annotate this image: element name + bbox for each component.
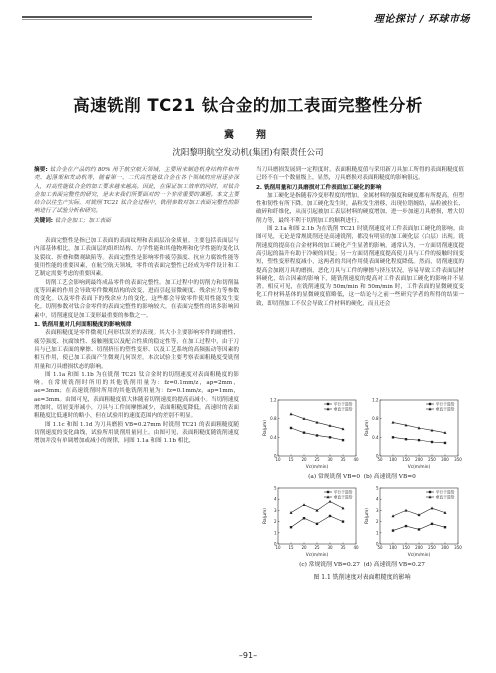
x-tick-label: 150	[402, 457, 410, 462]
x-tick-label: 15	[288, 457, 294, 462]
keywords-label: 关键词:	[34, 217, 54, 224]
y-tick-label: 0.4	[270, 434, 277, 440]
data-point-square	[444, 526, 446, 528]
x-tick-label: 40	[353, 457, 359, 462]
y-tick-label: 4	[375, 496, 379, 502]
body-paragraph: 当刀具磨损发展到一定程度时，表面粗糙度值与采用新刀具加工所得的表面粗糙度值已经不在一个数量级上，显然，刀具磨损对表面粗糙度的影响很远。	[256, 167, 464, 182]
data-point-square	[329, 436, 331, 438]
legend-label: 平行于进给	[333, 401, 353, 407]
caption-d: (d) 高速铣削 VB=0.27	[363, 562, 425, 568]
left-column	[34, 166, 239, 446]
data-point-square	[431, 523, 433, 525]
section-heading: 2. 铣削用量和刀具磨损对工件表面加工硬化的影响	[256, 184, 382, 191]
chart-d	[364, 484, 462, 558]
y-tick-label: 0	[375, 453, 379, 459]
caption-row-top	[262, 471, 462, 480]
x-tick-label: 250	[428, 457, 436, 462]
data-point-square	[444, 442, 446, 444]
body-paragraph: 图 2.1a 和图 2.1b 为在铣削 TC21 时铣削速度对工件表面加工硬化的影响。由图可见，无论是常规铣削还是高速铣削，都没有明显的加工硬化层（白层）出现。铣削速度的提高在合金材料的加工硬化产生显著的影响。通常认为，一方面切削速度提高引起的温升有助于冷硬的回复；另一方面切削速度提高使刀具与工件的接触时间变短，塑性变形程度减小，这两者的共同作用使表面硬化程度降低。然而，切削速度的提高会加剧刀具的磨损，恶化刀具与工件的摩擦与挤压状况，容易导致工件表面层材料硬化，结合因素的影响下，随铣削速度的提高对工件表面加工硬化的影响并不显著。相反可见，在铣削速度为 50m/min 和 50m/min 时，工件表面的显微硬度变化工件材料基体的显微硬度值略低，这一结论与之前一些研究学者的所得的结果一致，即切削加工不仅会导致工件材料的硬化，而且还会	[256, 226, 464, 307]
chart-b	[364, 396, 462, 470]
data-point-square	[392, 529, 394, 531]
chart-a	[262, 396, 360, 470]
body-paragraph: 表面粗糙度是零件微观几何形状误差的表现。其大小主要影响零件的耐磨性、疲劳强度、抗腐蚀性、接触刚度以及配合性质的稳定性等，在加工过程中，由于刀具与已加工表面的摩擦、切削挤压的塑性变形、以及工艺系统的高频振动等因素的相互作用，使已加工表面产生微观几何误差。本次试验主要考察表面粗糙度受铣削用量和刀具磨损状态的影响。	[34, 330, 239, 370]
data-point-square	[418, 528, 420, 530]
data-point-square	[316, 523, 318, 525]
y-axis-label: Ra(μm)	[263, 508, 268, 524]
y-tick-label: 3	[273, 507, 277, 513]
x-tick-label: 10	[275, 545, 281, 550]
x-tick-label: 200	[415, 457, 423, 462]
caption-a: (a) 常规铣削 VB=0	[308, 474, 361, 480]
data-point-square	[290, 526, 292, 528]
legend-label: 垂直于进给	[435, 406, 455, 412]
x-tick-label: 25	[314, 545, 320, 550]
data-point-square	[303, 431, 305, 433]
body-paragraph: 表面完整性是指已加工表面的表面纹理和表面层冶金质量。主要包括表面层与内部基体相比，加工表面层的组织结构、力学性能和其他物理和化学性能的变化以及裂纹、折叠和微观缺陷等。表面完整性是影响零件疲劳强度、抗应力腐蚀性能等使用性能的重要因素，在航空航天领域，零件的表面完整性已经成为零件设计和工艺制定需要考虑的重要因素。	[34, 238, 239, 278]
body-paragraph: 加工硬化是指随着冷变形程度的增加，金属材料的强度和硬度都有所提高，但塑性和韧性有所下降。加工硬化发生时，晶粒发生滑移，出现位错缠结，晶粒被拉长、破碎和纤维化，从而引起被加工表层材料的硬度增加，进一步加速刀具磨损，增大切削力等，最终不利于切削加工的顺利进行。	[256, 192, 464, 224]
paper-title: 高速铣削 TC21 钛合金的加工表面完整性分析	[73, 96, 423, 115]
legend-marker-square	[429, 403, 431, 405]
data-point-square	[303, 517, 305, 519]
left-body	[34, 237, 239, 445]
y-tick-label: 5	[273, 485, 277, 491]
y-tick-label: 4	[273, 496, 277, 502]
figure-title: 图 1.1 铣削速度对表面粗糙度的影响	[313, 574, 411, 581]
data-point-square	[342, 520, 344, 522]
y-tick-label: 0	[273, 453, 277, 459]
x-tick-label: 20	[301, 457, 307, 462]
x-tick-label: 20	[301, 545, 307, 550]
data-point-square	[418, 439, 420, 441]
x-tick-label: 40	[353, 545, 359, 550]
paper-author: 冀 翔	[224, 130, 272, 141]
legend-marker-square	[429, 491, 431, 493]
x-tick-label: 50	[377, 545, 383, 550]
y-axis-label: Ra(μm)	[365, 508, 370, 524]
x-tick-label: 35	[340, 545, 346, 550]
data-point-square	[405, 438, 407, 440]
y-tick-label: 2	[375, 519, 379, 525]
data-point-square	[329, 515, 331, 517]
x-tick-label: 30	[327, 545, 333, 550]
y-tick-label: 2	[273, 519, 277, 525]
x-tick-label: 300	[441, 545, 449, 550]
legend-label: 平行于进给	[333, 489, 353, 495]
x-tick-label: 250	[428, 545, 436, 550]
data-point-square	[316, 434, 318, 436]
y-tick-label: 1	[273, 530, 277, 536]
x-axis-label: Vc(m/min)	[407, 553, 431, 558]
page-number: –91–	[238, 651, 258, 660]
x-tick-label: 350	[454, 545, 462, 550]
y-tick-label: 5	[375, 485, 379, 491]
data-point-square	[290, 427, 292, 429]
legend-marker-square	[327, 403, 329, 405]
x-tick-label: 300	[441, 457, 449, 462]
x-tick-label: 100	[389, 545, 397, 550]
legend-label: 垂直于进给	[333, 494, 353, 500]
y-tick-label: 0.8	[372, 416, 379, 422]
body-paragraph: 图 1.1a 和图 1.1b 为在铣削 TC21 钛合金时的切削速度对表面粗糙度的影响。在常规铣削时所用的其他铣削用量为：fz=0.1mm/z，ap=2mm，ae=3mm；在高速铣削时所用的其他铣削用量为：fz=0.1mm/z，ap=1mm，ae=3mm。由图可见，表面粗糙度值大体随着切削速度的提高而减小。当切削速度增加时，切屑变形减小，刀具与工件间摩擦减少，表面粗糙度降低。高速时的表面粗糙度比低速时的略小，但在试验用的速度范围内的差别不明显。	[34, 371, 239, 420]
body-paragraph: 切削工艺会影响到最终成品零件的表面完整性。加工过程中的切削力和切削温度等因素的作用会导致零件微观结构的改变，进而引起显微硬度、残余应力等参数的变化。以及零件表面下的残余应力的变化，这些都会导致零件使用性能发生变化。切削参数对钛合金零件的表面完整性的影响较大，在表面完整性的诸多影响因素中，切削速度是加工变形最重要的参数之一。	[34, 279, 239, 319]
x-tick-label: 35	[340, 457, 346, 462]
x-axis-label: Vc(m/min)	[305, 553, 329, 558]
x-tick-label: 25	[314, 457, 320, 462]
y-tick-label: 0.8	[270, 416, 277, 422]
legend-label: 平行于进给	[435, 489, 455, 495]
y-tick-label: 1.2	[270, 397, 277, 403]
legend-marker-square	[327, 491, 329, 493]
abstract-label: 摘要:	[34, 167, 48, 173]
data-point-square	[431, 441, 433, 443]
keywords-text: 钛合金加工；加工表面	[54, 217, 111, 224]
header-rule-thin	[22, 19, 312, 20]
legend-label: 垂直于进给	[333, 406, 353, 412]
x-tick-label: 200	[415, 545, 423, 550]
abstract-text: 钛合金在产品的约 80% 用于航空航天领域，主要用来制造机身结构件和外壳、起落架和发动机等，随着第一、二代高性能钛合金在各个领域的应用逐步深入，对高性能钛合金的加工要求越来越高。因此，在保证加工效率的同时，对钛合金加工表面完整性的研究，是未来我们所要面对的一个非常重要的课题。本文主要结合以往生产实际，对铣削 TC21 钛合金过程中，铣削参数对加工表面完整性的影响进行了试验分析和研究。	[34, 167, 239, 215]
chart-row-bottom	[262, 484, 462, 558]
caption-row-bottom	[262, 559, 462, 568]
section-heading: 1. 铣削用量对几何面粗糙度的影响规律	[34, 322, 132, 329]
x-tick-label: 15	[288, 545, 294, 550]
data-point-square	[405, 525, 407, 527]
y-tick-label: 1.2	[372, 397, 379, 403]
y-tick-label: 0.4	[372, 434, 379, 440]
x-axis-label: Vc(m/min)	[407, 465, 431, 470]
x-tick-label: 50	[377, 457, 383, 462]
x-axis-label: Vc(m/min)	[305, 465, 329, 470]
data-point-square	[392, 436, 394, 438]
x-tick-label: 350	[454, 457, 462, 462]
section-label: 理论探讨 / 环球市场	[373, 14, 470, 25]
body-paragraph: 图 1.1c 和图 1.1d 为刀具磨损 VB=0.27mm 时铣削 TC21 的表面粗糙度随切削速度的变化曲线，试验所用铣削用量同上。由图可见，表面粗糙度随铣削速度增加并没有单调增加或减小的规律，同图 1.1a 和图 1.1b 相比，	[34, 421, 239, 445]
chart-row-top	[262, 396, 462, 470]
x-tick-label: 30	[327, 457, 333, 462]
abstract	[34, 166, 239, 216]
caption-b: (b) 高速铣削 VB=0	[363, 474, 416, 480]
x-tick-label: 150	[402, 545, 410, 550]
y-tick-label: 1	[375, 530, 379, 536]
legend-label: 平行于进给	[435, 401, 455, 407]
legend-label: 垂直于进给	[435, 494, 455, 500]
y-tick-label: 3	[375, 507, 379, 513]
right-body	[256, 166, 464, 308]
x-tick-label: 100	[389, 457, 397, 462]
chart-c	[262, 484, 360, 558]
figure-1-1	[262, 396, 462, 581]
header-rule	[22, 16, 312, 18]
x-tick-label: 10	[275, 457, 281, 462]
right-column	[256, 166, 464, 308]
paper-affiliation: 沈阳黎明航空发动机(集团)有限责任公司	[172, 148, 324, 158]
data-point-square	[342, 439, 344, 441]
y-axis-label: Ra(μm)	[365, 420, 370, 436]
y-axis-label: Ra(μm)	[263, 420, 268, 436]
y-tick-label: 0	[375, 541, 379, 547]
y-tick-label: 0	[273, 541, 277, 547]
keywords	[34, 217, 239, 225]
caption-c: (c) 常规铣削 VB=0.27	[299, 562, 360, 568]
